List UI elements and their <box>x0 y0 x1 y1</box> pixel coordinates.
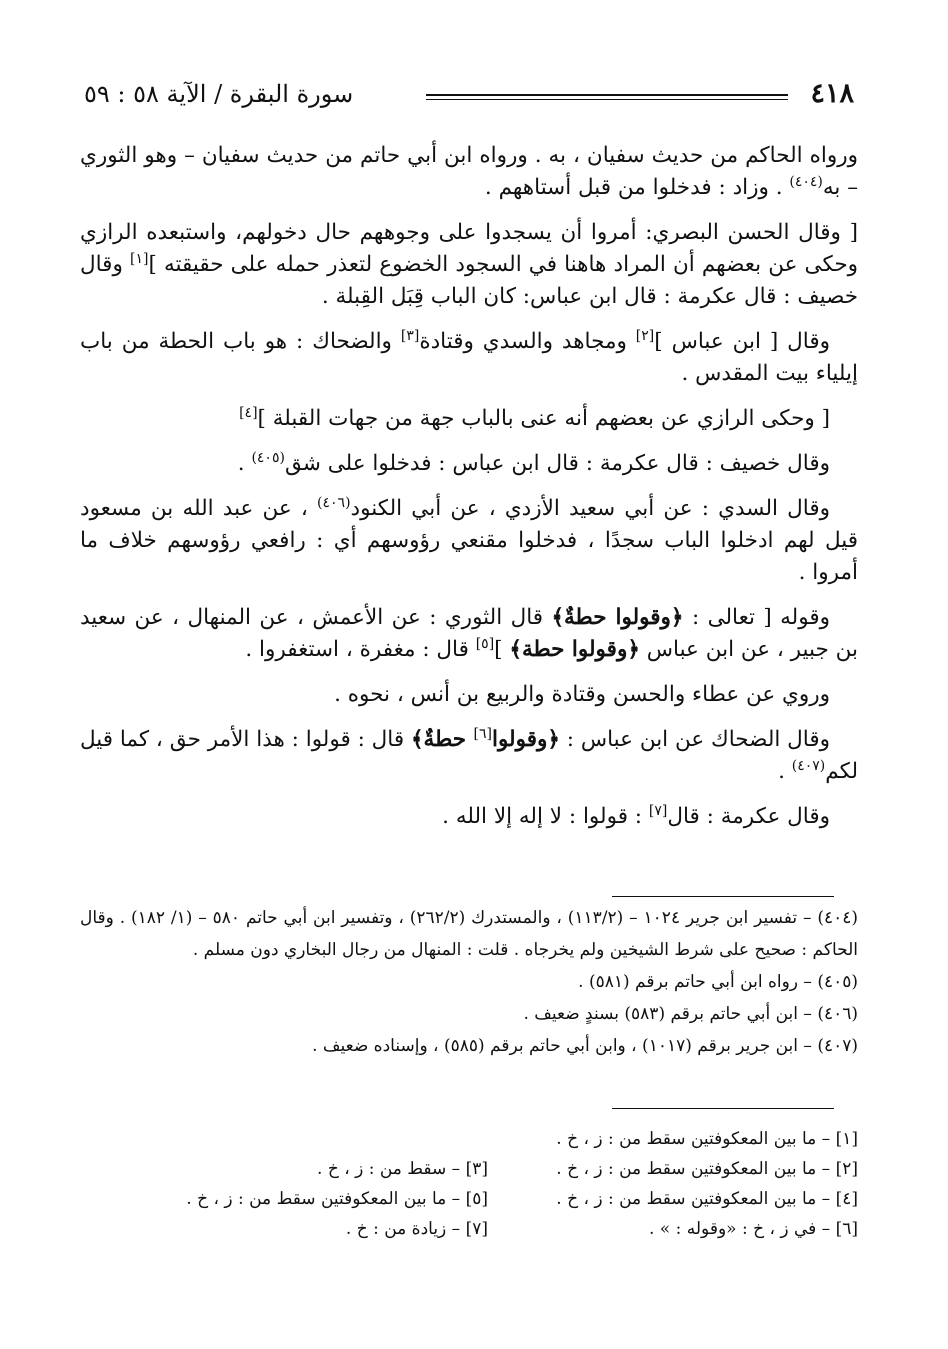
critical-apparatus <box>80 1124 858 1244</box>
footnote-ref: (٤٠٦) <box>317 494 351 511</box>
paragraph-5 <box>80 448 858 480</box>
paragraph-text: وروي عن عطاء والحسن وقتادة والربيع بن أنس ، نحوه . <box>334 682 830 707</box>
footnote-ref: (٤٠٥) <box>251 449 285 466</box>
apparatus-ref: [٣] <box>400 327 420 344</box>
paragraph-text: قال الثوري : عن الأعمش ، عن المنهال ، عن سعيد بن جبير ، عن ابن عباس <box>80 605 858 662</box>
apparatus-note: [٦] – في ز ، خ : «وقوله : » . <box>649 1219 858 1239</box>
apparatus-ref: [٧] <box>648 802 668 819</box>
paragraph-text: وقال خصيف : قال عكرمة : قال ابن عباس : فدخلوا على شق <box>284 451 830 476</box>
paragraph-7 <box>80 602 858 666</box>
paragraph-text: وقال عكرمة : قال <box>667 804 830 829</box>
paragraph-text: ومجاهد والسدي وقتادة <box>419 329 636 354</box>
footnote-ref: (٤٠٤) <box>789 173 823 190</box>
apparatus-ref: [٥] <box>475 635 495 652</box>
paragraph-text: ، عن عبد الله بن مسعود قيل لهم ادخلوا الباب سجدًا ، فدخلوا مقنعي رؤوسهم أي : رافعي رؤوسهم خلاف ما أمروا . <box>80 496 858 585</box>
apparatus-row <box>80 1214 858 1244</box>
paragraph-text: والضحاك : هو باب الحطة من باب إيلياء بيت المقدس . <box>80 329 858 386</box>
paragraph-1 <box>80 140 858 204</box>
paragraph-text: ] <box>494 637 510 662</box>
footnote: (٤٠٥) – رواه ابن أبي حاتم برقم (٥٨١) . <box>578 972 858 992</box>
footnotes <box>80 902 858 1062</box>
paragraph-tail: . <box>237 451 252 476</box>
paragraph-text: وقال الضحاك عن ابن عباس : <box>559 727 831 752</box>
footnote: (٤٠٤) – تفسير ابن جرير ١٠٢٤ – (١١٣/٢) ، والمستدرك (٢٦٢/٢) ، وتفسير ابن أبي حاتم ٥٨٠ – (١/ ١٨٢) . وقال الحاكم : صحيح على شرط الشيخين ولم يخرجاه . قلت : المنهال من رجال البخاري دون مسلم . <box>80 908 858 960</box>
apparatus-note: [٢] – ما بين المعكوفتين سقط من : ز ، خ . <box>556 1159 858 1179</box>
apparatus-row <box>80 1124 858 1154</box>
running-title: سورة البقرة / الآية ٥٨ : ٥٩ <box>84 80 354 108</box>
paragraph-tail: . وزاد : فدخلوا من قبل أستاههم . <box>484 175 790 200</box>
paragraph-text: ورواه الحاكم من حديث سفيان ، به . ورواه ابن أبي حاتم من حديث سفيان – وهو الثوري – به <box>80 143 858 200</box>
paragraph-text: . <box>778 759 792 784</box>
paragraph-text: وقوله [ تعالى : <box>683 605 830 630</box>
apparatus-row <box>80 1184 858 1214</box>
apparatus-note: [٥] – ما بين المعكوفتين سقط من : ز ، خ . <box>186 1189 488 1209</box>
footnote: (٤٠٧) – ابن جرير برقم (١٠١٧) ، وابن أبي حاتم برقم (٥٨٥) ، وإسناده ضعيف . <box>312 1036 858 1056</box>
apparatus-note: [٧] – زيادة من : خ . <box>345 1219 488 1239</box>
quran-quote: ﴿وقولوا <box>491 727 560 752</box>
paragraph-text: : قولوا : لا إله إلا الله . <box>442 804 649 829</box>
apparatus-note: [٣] – سقط من : ز ، خ . <box>317 1159 488 1179</box>
paragraph-tail: وقال خصيف : قال عكرمة : قال ابن عباس: كان الباب قِبَل القِبلة . <box>80 252 858 309</box>
paragraph-6 <box>80 493 858 589</box>
apparatus-ref: [٤] <box>239 404 258 421</box>
paragraph-10 <box>80 801 858 833</box>
apparatus-note: [١] – ما بين المعكوفتين سقط من : ز ، خ . <box>556 1129 858 1149</box>
apparatus-note: [٤] – ما بين المعكوفتين سقط من : ز ، خ . <box>556 1189 858 1209</box>
quran-quote: حطةٌ﴾ <box>410 727 474 752</box>
apparatus-ref: [٢] <box>635 327 655 344</box>
quran-quote: ﴿وقولوا حطةٌ﴾ <box>551 605 684 630</box>
footnote: (٤٠٦) – ابن أبي حاتم برقم (٥٨٣) بسندٍ ضعيف . <box>523 1004 858 1024</box>
page-number: ٤١٨ <box>810 78 854 109</box>
header-rule <box>426 94 788 100</box>
footnote-ref: (٤٠٧) <box>791 757 826 774</box>
apparatus-separator <box>612 1108 834 1109</box>
page-header <box>84 78 854 118</box>
apparatus-ref: [١] <box>129 250 149 267</box>
paragraph-9 <box>80 724 858 788</box>
paragraph-text: [ وقال الحسن البصري: أمروا أن يسجدوا على وجوههم حال دخولهم، واستبعده الرازي وحكى عن بعضهم أن المراد هاهنا في السجود الخضوع لتعذر حمله على حقيقته ] <box>80 220 858 277</box>
apparatus-ref: [٦] <box>473 725 492 742</box>
paragraph-8 <box>80 679 858 711</box>
paragraph-3 <box>80 326 858 390</box>
paragraph-4 <box>80 403 858 435</box>
paragraph-text: [ وحكى الرازي عن بعضهم أنه عنى بالباب جهة من جهات القبلة ] <box>257 406 830 431</box>
apparatus-note <box>80 1124 488 1154</box>
paragraph-text: وقال [ ابن عباس ] <box>654 329 830 354</box>
apparatus-row <box>80 1154 858 1184</box>
footnote-separator <box>612 896 834 897</box>
paragraph-text: وقال السدي : عن أبي سعيد الأزدي ، عن أبي الكنود <box>350 496 830 521</box>
quran-quote: ﴿وقولوا حطة﴾ <box>509 637 640 662</box>
paragraph-text: قال : مغفرة ، استغفروا . <box>245 637 476 662</box>
paragraph-text: قال : قولوا : هذا الأمر حق ، كما قيل لكم <box>80 727 858 784</box>
paragraph-2 <box>80 217 858 313</box>
main-text <box>80 140 858 846</box>
